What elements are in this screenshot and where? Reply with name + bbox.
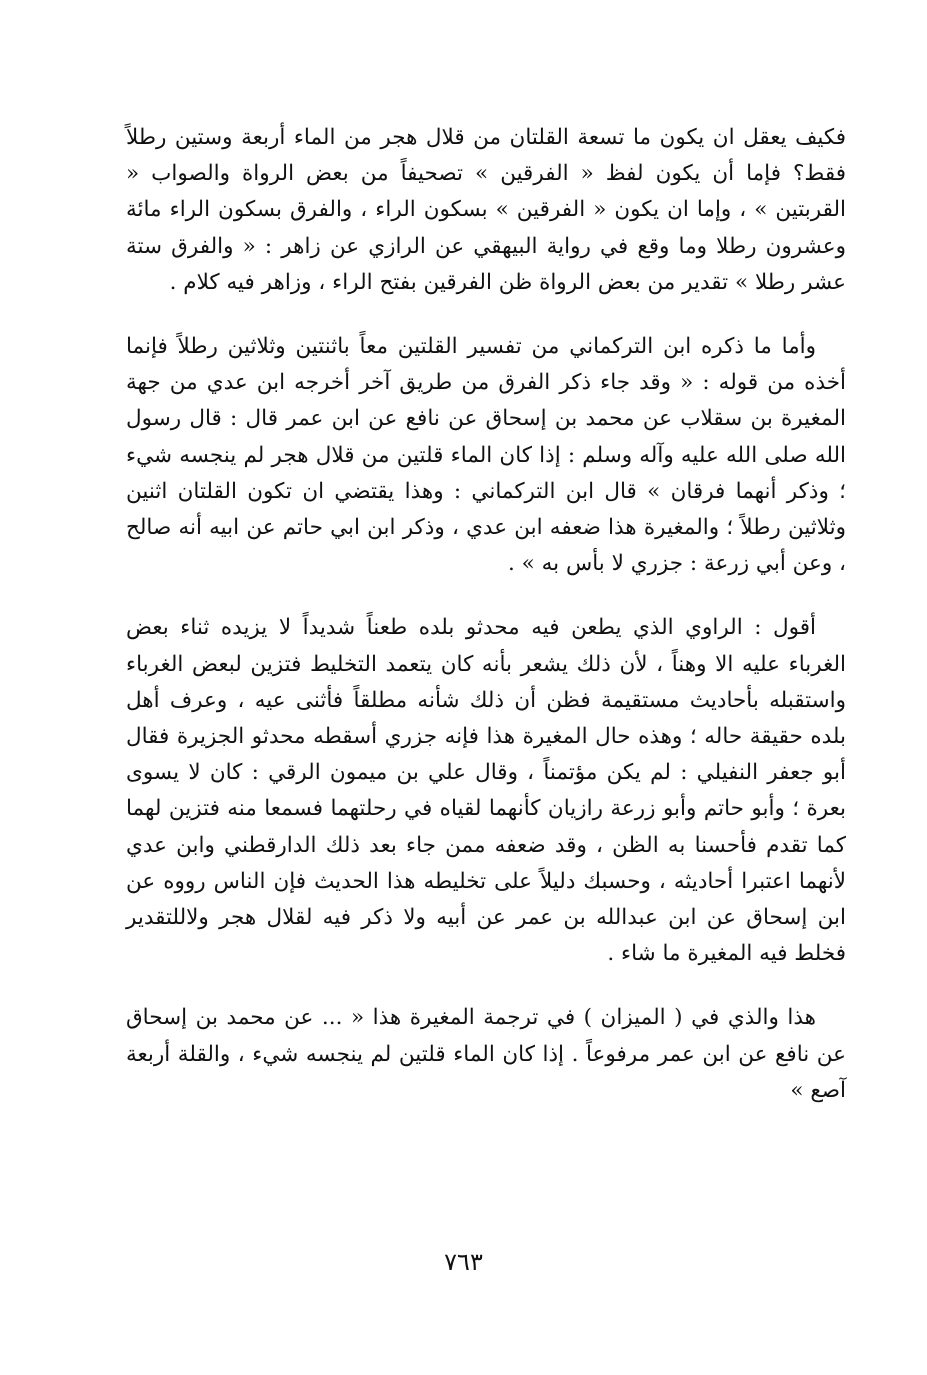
- paragraph-3: أقول : الراوي الذي يطعن فيه محدثو بلده طعناً شديداً لا يزيده ثناء بعض الغرباء عليه الا وهناً ، لأن ذلك يشعر بأنه كان يتعمد التخليط فتزين لبعض الغرباء واستقبله بأحاديث مستقيمة فظن أن ذلك شأنه مطلقاً فأثنى عيه ، وعرف أهل بلده حقيقة حاله ؛ وهذه حال المغيرة هذا فإنه جزري أسقطه محدثو الجزيرة فقال أبو جعفر النفيلي : لم يكن مؤتمناً ، وقال علي بن ميمون الرقي : كان لا يسوى بعرة ؛ وأبو حاتم وأبو زرعة رازيان كأنهما لقياه في رحلتهما فسمعا منه فتزين لهما كما تقدم فأحسنا به الظن ، وقد ضعفه ممن جاء بعد ذلك الدارقطني وابن عدي لأنهما اعتبرا أحاديثه ، وحسبك دليلاً على تخليطه هذا الحديث فإن الناس رووه عن ابن إسحاق عن ابن عبدالله بن عمر عن أبيه ولا ذكر فيه لقلال هجر ولاللتقدير فخلط فيه المغيرة ما شاء .: [126, 615, 846, 967]
- page-number: ٧٦٣: [444, 1248, 483, 1276]
- paragraph-4: هذا والذي في ( الميزان ) في ترجمة المغيرة هذا « ... عن محمد بن إسحاق عن نافع عن ابن عمر مرفوعاً . إذا كان الماء قلتين لم ينجسه شيء ، والقلة أربعة آصع »: [126, 1005, 846, 1103]
- paragraph-2: وأما ما ذكره ابن التركماني من تفسير القلتين معاً باثنتين وثلاثين رطلاً فإنما أخذه من قوله : « وقد جاء ذكر الفرق من طريق آخر أخرجه ابن عدي من جهة المغيرة بن سقلاب عن محمد بن إسحاق عن نافع عن ابن عمر قال : قال رسول الله صلى الله عليه وآله وسلم : إذا كان الماء قلتين من قلال هجر لم ينجسه شيء ؛ وذكر أنهما فرقان » قال ابن التركماني : وهذا يقتضي ان تكون القلتان اثنين وثلاثين رطلاً ؛ والمغيرة هذا ضعفه ابن عدي ، وذكر ابن ابي حاتم عن ابيه أنه صالح ، وعن أبي زرعة : جزري لا بأس به » .: [126, 334, 846, 577]
- paragraph-1: فكيف يعقل ان يكون ما تسعة القلتان من قلال هجر من الماء أربعة وستين رطلاً فقط؟ فإما أن يكون لفظ « الفرقين » تصحيفاً من بعض الرواة والصواب « القربتين » ، وإما ان يكون « الفرقين » بسكون الراء ، والفرق بسكون الراء مائة وعشرون رطلا وما وقع في رواية البيهقي عن الرازي عن زاهر : « والفرق ستة عشر رطلا » تقدير من بعض الرواة ظن الفرقين بفتح الراء ، وزاهر فيه كلام .: [126, 125, 846, 295]
- page-body: [126, 120, 846, 1109]
